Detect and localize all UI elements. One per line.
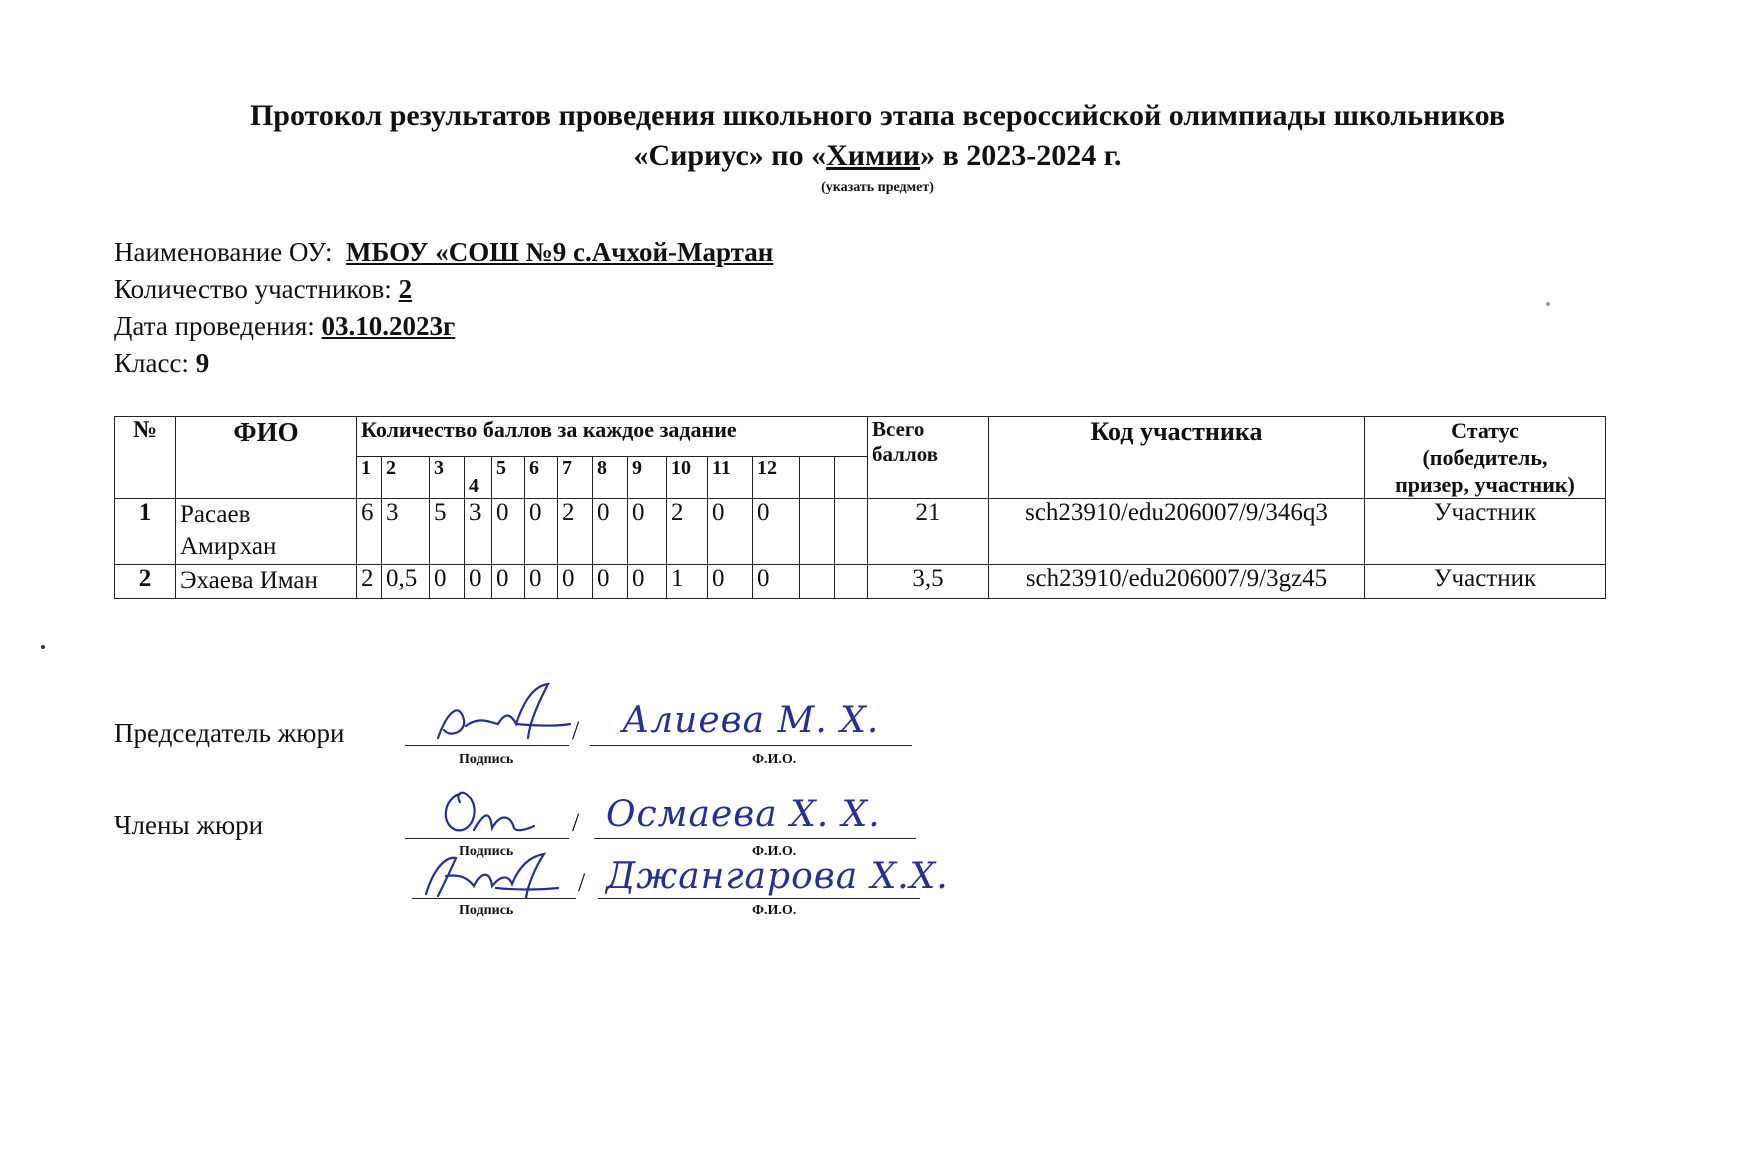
sign-caption: Подпись	[459, 844, 514, 859]
participant-code: sch23910/edu206007/9/3gz45	[989, 565, 1365, 599]
title-line-1: Протокол результатов проведения школьного этапа всероссийской олимпиады школьников	[249, 99, 1506, 132]
task-score: 0	[753, 565, 800, 599]
task-score	[835, 499, 868, 565]
task-score: 0	[753, 499, 800, 565]
table-row	[115, 499, 1606, 565]
separator-slash: /	[578, 868, 586, 897]
scan-speck	[41, 645, 45, 649]
title-suffix: » в 2023-2024 г.	[920, 139, 1122, 172]
count-row	[114, 271, 773, 308]
table-row	[115, 565, 1606, 599]
task-score: 6	[357, 499, 382, 565]
header-num: №	[115, 417, 176, 499]
task-score: 1	[667, 565, 708, 599]
task-score: 2	[357, 565, 382, 599]
task-score: 5	[430, 499, 465, 565]
sign-caption: Подпись	[459, 752, 514, 767]
task-score: 0	[525, 565, 558, 599]
header-code: Код участника	[989, 417, 1365, 499]
task-number: 3	[430, 456, 465, 498]
task-number	[800, 456, 835, 498]
date-label: Дата проведения:	[114, 311, 315, 341]
task-number	[835, 456, 868, 498]
participant-first-name: Амирхан	[180, 533, 277, 560]
chair-name-line	[590, 745, 912, 746]
task-number: 5	[492, 456, 525, 498]
task-number: 2	[382, 456, 430, 498]
header-total-line1: Всего	[872, 417, 925, 441]
header-fio: ФИО	[176, 417, 357, 499]
participant-status: Участник	[1365, 565, 1606, 599]
protocol-meta	[114, 234, 773, 382]
task-score: 2	[558, 499, 593, 565]
name-caption: Ф.И.О.	[752, 752, 797, 767]
task-score: 0	[628, 565, 667, 599]
task-number: 7	[558, 456, 593, 498]
separator-slash: /	[572, 716, 580, 745]
org-row	[114, 234, 773, 271]
subject-name: Химии	[826, 139, 921, 172]
task-number: 12	[753, 456, 800, 498]
task-score: 0	[492, 565, 525, 599]
class-value: 9	[195, 348, 210, 378]
task-number: 8	[593, 456, 628, 498]
header-tasks: Количество баллов за каждое задание	[357, 417, 868, 457]
task-score: 3	[382, 499, 430, 565]
org-label: Наименование ОУ:	[114, 237, 333, 267]
org-value: МБОУ «СОШ №9 с.Ачхой-Мартан	[346, 237, 774, 267]
participant-status: Участник	[1365, 499, 1606, 565]
participant-full-name: Эхаева Иман	[180, 567, 318, 594]
task-score: 0	[708, 565, 753, 599]
task-score: 0	[558, 565, 593, 599]
task-score: 0	[525, 499, 558, 565]
title-prefix: «Сириус» по «	[633, 139, 827, 172]
participant-code: sch23910/edu206007/9/346q3	[989, 499, 1365, 565]
task-score: 2	[667, 499, 708, 565]
title-line-2	[0, 136, 1755, 176]
member2-name-line	[598, 898, 920, 899]
scan-speck	[1546, 302, 1550, 306]
total-score: 3,5	[868, 565, 989, 599]
member1-signature-icon	[430, 784, 540, 844]
class-row	[114, 345, 773, 382]
member2-signature-icon	[416, 848, 566, 904]
task-score: 0	[708, 499, 753, 565]
task-number: 10	[667, 456, 708, 498]
task-score: 0,5	[382, 565, 430, 599]
task-score: 0	[628, 499, 667, 565]
date-row	[114, 308, 773, 345]
member2-handwritten-name: Джангарова Х.Х.	[606, 856, 949, 897]
task-score: 0	[465, 565, 492, 599]
task-number: 4	[465, 456, 492, 498]
name-caption: Ф.И.О.	[752, 903, 797, 918]
members-label: Члены жюри	[114, 810, 264, 840]
subject-hint: (указать предмет)	[821, 180, 934, 195]
task-number: 9	[628, 456, 667, 498]
task-score	[800, 565, 835, 599]
chair-handwritten-name: Алиева М. Х.	[622, 700, 880, 741]
task-score: 3	[465, 499, 492, 565]
header-total-line2: баллов	[872, 442, 939, 466]
chair-label: Председатель жюри	[114, 718, 345, 748]
participant-name	[176, 499, 357, 565]
separator-slash: /	[572, 808, 580, 837]
chair-signature-icon	[420, 680, 580, 750]
class-label: Класс:	[114, 348, 189, 378]
participant-name	[176, 565, 357, 599]
member1-handwritten-name: Осмаева Х. Х.	[606, 794, 881, 835]
count-label: Количество участников:	[114, 274, 392, 304]
header-status	[1365, 417, 1606, 499]
task-score: 0	[430, 565, 465, 599]
header-status-line1: Статус	[1451, 418, 1519, 443]
row-number: 2	[115, 565, 176, 599]
header-status-line2: (победитель,	[1422, 445, 1548, 470]
task-score	[800, 499, 835, 565]
date-value: 03.10.2023г	[321, 311, 456, 341]
task-number: 6	[525, 456, 558, 498]
results-table	[114, 416, 1606, 599]
task-score: 0	[593, 499, 628, 565]
row-number: 1	[115, 499, 176, 565]
participant-surname: Расаев	[180, 501, 251, 528]
header-total	[868, 417, 989, 499]
header-status-line3: призер, участник)	[1395, 472, 1575, 497]
task-score: 0	[593, 565, 628, 599]
count-value: 2	[398, 274, 413, 304]
sign-caption: Подпись	[459, 903, 514, 918]
task-number: 11	[708, 456, 753, 498]
task-score: 0	[492, 499, 525, 565]
table-header-row	[115, 417, 1606, 457]
document-title	[0, 96, 1755, 176]
name-caption: Ф.И.О.	[752, 844, 797, 859]
task-number: 1	[357, 456, 382, 498]
total-score: 21	[868, 499, 989, 565]
member1-name-line	[594, 838, 916, 839]
task-score	[835, 565, 868, 599]
